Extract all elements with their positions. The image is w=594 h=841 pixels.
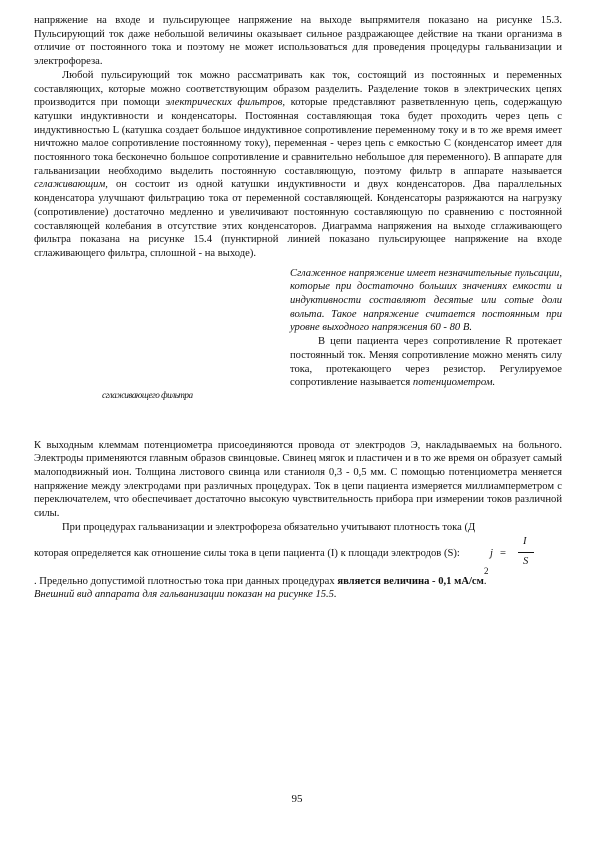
formula-equals: =: [500, 547, 506, 559]
formula-lhs: j: [490, 547, 493, 559]
max-density-value: является величина - 0,1 мА/см: [337, 575, 484, 587]
paragraph-6-text: . Предельно допустимой плотностью тока при данных процедурах: [34, 575, 338, 587]
term-potentiometer: потенциометром.: [412, 377, 496, 389]
paragraph-2: [34, 69, 562, 261]
paragraph-4: К выходным клеммам потенциометра присоединяются провода от электродов Э, накладываемых на больного. Электроды применяются главным образов свинцовые. Свинец мягок и пластичен и в то же время он образует самый малоподвижный ион. Толщина листового свинца или станиоля 0,3 - 0,5 мм. С помощью потенциометра меняется напряжение между электродами при различных процедурах. Ток в цепи пациента измеряется миллиамперметром с переключателем, что обеспечивает достаточно высокую чувствительность прибора при измерении токов различной силы.: [34, 439, 562, 520]
fraction-bar: [518, 552, 534, 553]
paragraph-2-text-a: Любой пульсирующий ток можно рассматривать как ток, состоящий из постоянных и переменных составляющих, которые можно соответствующим образом разделить. Разделение токов в электрических цепях производится при помощи: [34, 69, 562, 109]
formula-row: [34, 535, 562, 575]
paragraph-6-end: .: [483, 575, 487, 587]
paragraph-2-text-b: которые представляют разветвленную цепь, содержащую катушки индуктивности и конденсаторы. Постоянная составляющая тока будет проходить через цепь с индуктивностью L (катушка создает большое индуктивное сопротивление переменному току и в то же время имеет ничтожно малое сопротивление постоянному току), переменная - через цепь с емкостью С (конденсатор имеет для постоянного тока бесконечно большое сопротивление и сравнительно небольшое для переменного). В аппарате для гальванизации необходимо выделить постоянную составляющую, поэтому фильтр в аппарате называется: [34, 97, 562, 177]
page-number: 95: [291, 793, 303, 805]
formula-denominator: S: [523, 555, 529, 567]
paragraph-3: [290, 335, 562, 390]
paragraph-1: напряжение на входе и пульсирующее напряжение на выходе выпрямителя показано на рисунке 15.3. Пульсирующий ток даже небольшой величины оказывает сильное раздражающее действие на ткани организма в отличие от постоянного тока и поэтому не может использоваться для проведения процедуры гальванизации и электрофореза.: [34, 15, 562, 68]
side-column: [290, 261, 562, 439]
figure-caption: сглаживающего фильтра: [102, 389, 193, 400]
paragraph-6: [34, 575, 562, 589]
paragraph-2-text-c: он состоит из одной катушки индуктивности и двух конденсаторов. Два параллельных конденсатора улучшают фильтрацию тока от переменной составляющей. Конденсаторы разряжаются на нагрузку (сопротивление) достаточно медленно и увеличивают постоянную составляющую по сравнению с постоянной составляющей колебания в отсутствие этих конденсаторов. Диаграмма напряжения на выходе сглаживающего фильтра показана на рисунке 15.4 (пунктирной линией показано пульсирующее напряжение на входе сглаживающего фильтра, сплошной - на выходе).: [34, 179, 562, 259]
current-density-formula: [482, 535, 562, 575]
figure-and-note-row: [34, 261, 562, 439]
term-electric-filters: электрических фильтров,: [165, 97, 285, 109]
formula-superscript: 2: [484, 565, 489, 576]
formula-lead-text: которая определяется как отношение силы тока в цепи пациента (I) к площади электродов (S):: [34, 547, 460, 559]
document-page: [34, 14, 562, 602]
paragraph-5: При процедурах гальванизации и электрофореза обязательно учитывают плотность тока (Д: [62, 521, 476, 533]
paragraph-7: Внешний вид аппарата для гальванизации показан на рисунке 15.5.: [34, 589, 337, 601]
formula-numerator: I: [523, 535, 527, 547]
italic-note: Сглаженное напряжение имеет незначительные пульсации, которые при достаточно больших значениях емкости и индуктивности составляют десятые или сотые доли вольта. Такое напряжение считается постоянным при уровне выходного напряжения 60 - 80 В.: [290, 267, 562, 334]
paragraph-3-text: В цепи пациента через сопротивление R протекает постоянный ток. Меняя сопротивление можно менять силу тока, протекающего через резистор. Регулируемое сопротивление называется: [290, 336, 562, 389]
figure-area: [34, 261, 289, 439]
term-smoothing: сглаживающим,: [34, 179, 108, 191]
